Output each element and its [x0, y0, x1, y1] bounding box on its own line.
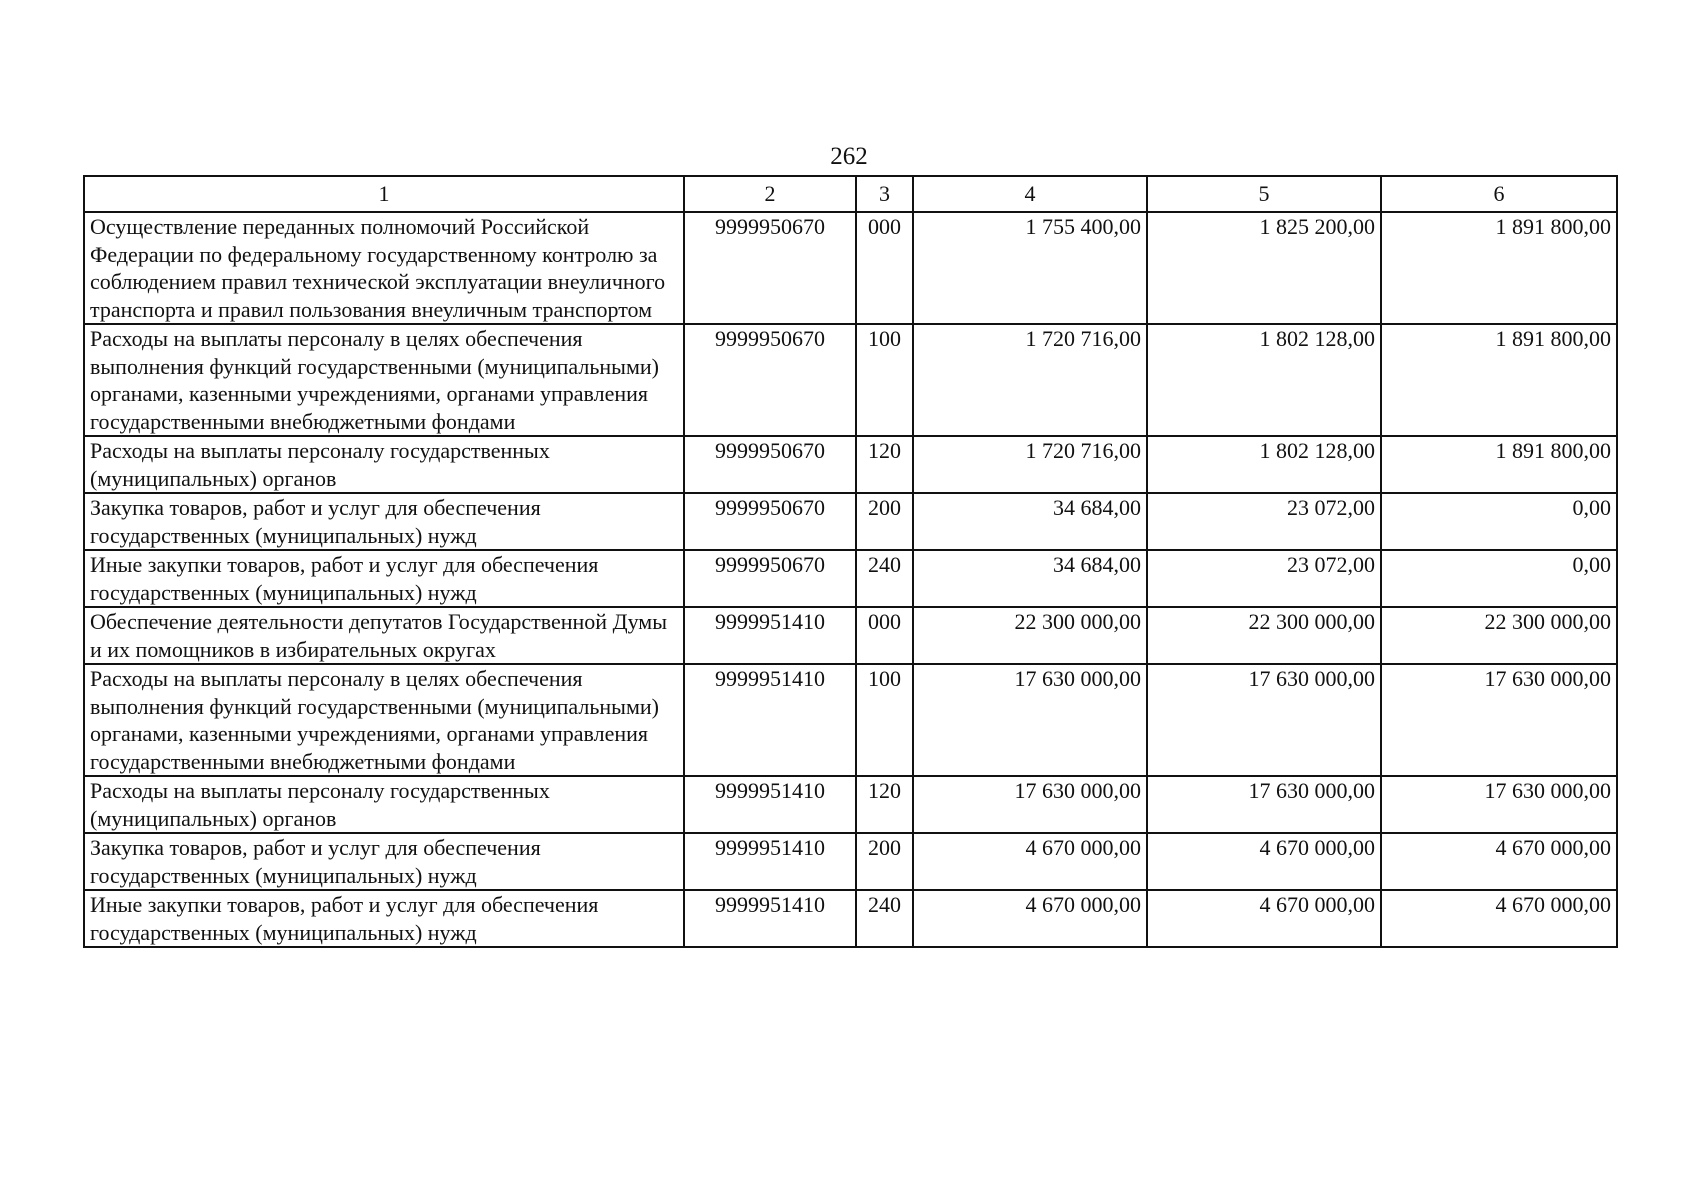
row-kind-cell: 200: [856, 833, 913, 890]
row-amount-col6-cell: 4 670 000,00: [1381, 890, 1617, 947]
table-row: [84, 493, 1617, 550]
table-body: [84, 212, 1617, 947]
row-amount-col4-cell: 1 720 716,00: [913, 436, 1147, 493]
table-row: [84, 776, 1617, 833]
row-kind-cell: 120: [856, 776, 913, 833]
table-row: [84, 436, 1617, 493]
row-name-cell: Обеспечение деятельности депутатов Государственной Думы и их помощников в избирательных округах: [84, 607, 684, 664]
row-kind-cell: 240: [856, 550, 913, 607]
column-header-3: 3: [856, 176, 913, 212]
row-amount-col6-cell: 1 891 800,00: [1381, 212, 1617, 324]
row-amount-col6-cell: 1 891 800,00: [1381, 436, 1617, 493]
row-amount-col5-cell: 1 825 200,00: [1147, 212, 1381, 324]
row-kind-cell: 120: [856, 436, 913, 493]
table-row: [84, 607, 1617, 664]
row-amount-col4-cell: 22 300 000,00: [913, 607, 1147, 664]
row-amount-col5-cell: 4 670 000,00: [1147, 890, 1381, 947]
row-amount-col6-cell: 0,00: [1381, 550, 1617, 607]
table-row: [84, 212, 1617, 324]
table-header-row: [84, 176, 1617, 212]
row-name-cell: Иные закупки товаров, работ и услуг для обеспечения государственных (муниципальных) нужд: [84, 550, 684, 607]
row-code-cell: 9999950670: [684, 212, 856, 324]
row-amount-col5-cell: 22 300 000,00: [1147, 607, 1381, 664]
row-code-cell: 9999951410: [684, 833, 856, 890]
row-name-cell: Расходы на выплаты персоналу в целях обеспечения выполнения функций государственными (муниципальными) органами, казенными учреждениями, органами управления государственными внебюджетными фондами: [84, 664, 684, 776]
row-kind-cell: 100: [856, 664, 913, 776]
row-amount-col6-cell: 4 670 000,00: [1381, 833, 1617, 890]
row-code-cell: 9999950670: [684, 550, 856, 607]
budget-table: [83, 175, 1618, 948]
row-amount-col4-cell: 17 630 000,00: [913, 776, 1147, 833]
row-amount-col5-cell: 23 072,00: [1147, 493, 1381, 550]
table-row: [84, 550, 1617, 607]
row-code-cell: 9999951410: [684, 664, 856, 776]
row-code-cell: 9999950670: [684, 436, 856, 493]
row-name-cell: Закупка товаров, работ и услуг для обеспечения государственных (муниципальных) нужд: [84, 833, 684, 890]
row-amount-col6-cell: 17 630 000,00: [1381, 776, 1617, 833]
row-name-cell: Расходы на выплаты персоналу государственных (муниципальных) органов: [84, 436, 684, 493]
row-name-cell: Иные закупки товаров, работ и услуг для обеспечения государственных (муниципальных) нужд: [84, 890, 684, 947]
row-amount-col6-cell: 17 630 000,00: [1381, 664, 1617, 776]
row-kind-cell: 200: [856, 493, 913, 550]
row-amount-col5-cell: 4 670 000,00: [1147, 833, 1381, 890]
row-amount-col5-cell: 17 630 000,00: [1147, 664, 1381, 776]
row-kind-cell: 000: [856, 607, 913, 664]
table-row: [84, 324, 1617, 436]
table-row: [84, 833, 1617, 890]
row-code-cell: 9999950670: [684, 324, 856, 436]
column-header-6: 6: [1381, 176, 1617, 212]
row-amount-col4-cell: 34 684,00: [913, 550, 1147, 607]
row-amount-col6-cell: 22 300 000,00: [1381, 607, 1617, 664]
row-name-cell: Расходы на выплаты персоналу государственных (муниципальных) органов: [84, 776, 684, 833]
row-amount-col5-cell: 23 072,00: [1147, 550, 1381, 607]
row-code-cell: 9999950670: [684, 493, 856, 550]
table-row: [84, 664, 1617, 776]
row-amount-col5-cell: 17 630 000,00: [1147, 776, 1381, 833]
row-amount-col4-cell: 1 755 400,00: [913, 212, 1147, 324]
row-amount-col5-cell: 1 802 128,00: [1147, 436, 1381, 493]
row-name-cell: Осуществление переданных полномочий Российской Федерации по федеральному государственному контролю за соблюдением правил технической эксплуатации внеуличного транспорта и правил пользования внеуличным транспортом: [84, 212, 684, 324]
row-kind-cell: 100: [856, 324, 913, 436]
row-code-cell: 9999951410: [684, 776, 856, 833]
row-kind-cell: 000: [856, 212, 913, 324]
column-header-4: 4: [913, 176, 1147, 212]
row-amount-col4-cell: 1 720 716,00: [913, 324, 1147, 436]
table-row: [84, 890, 1617, 947]
row-kind-cell: 240: [856, 890, 913, 947]
row-code-cell: 9999951410: [684, 607, 856, 664]
column-header-2: 2: [684, 176, 856, 212]
column-header-1: 1: [84, 176, 684, 212]
row-amount-col4-cell: 17 630 000,00: [913, 664, 1147, 776]
row-amount-col4-cell: 4 670 000,00: [913, 833, 1147, 890]
row-amount-col6-cell: 1 891 800,00: [1381, 324, 1617, 436]
row-amount-col5-cell: 1 802 128,00: [1147, 324, 1381, 436]
row-code-cell: 9999951410: [684, 890, 856, 947]
column-header-5: 5: [1147, 176, 1381, 212]
row-name-cell: Закупка товаров, работ и услуг для обеспечения государственных (муниципальных) нужд: [84, 493, 684, 550]
page-number: 262: [830, 143, 868, 170]
row-amount-col4-cell: 4 670 000,00: [913, 890, 1147, 947]
row-amount-col6-cell: 0,00: [1381, 493, 1617, 550]
row-amount-col4-cell: 34 684,00: [913, 493, 1147, 550]
row-name-cell: Расходы на выплаты персоналу в целях обеспечения выполнения функций государственными (муниципальными) органами, казенными учреждениями, органами управления государственными внебюджетными фондами: [84, 324, 684, 436]
